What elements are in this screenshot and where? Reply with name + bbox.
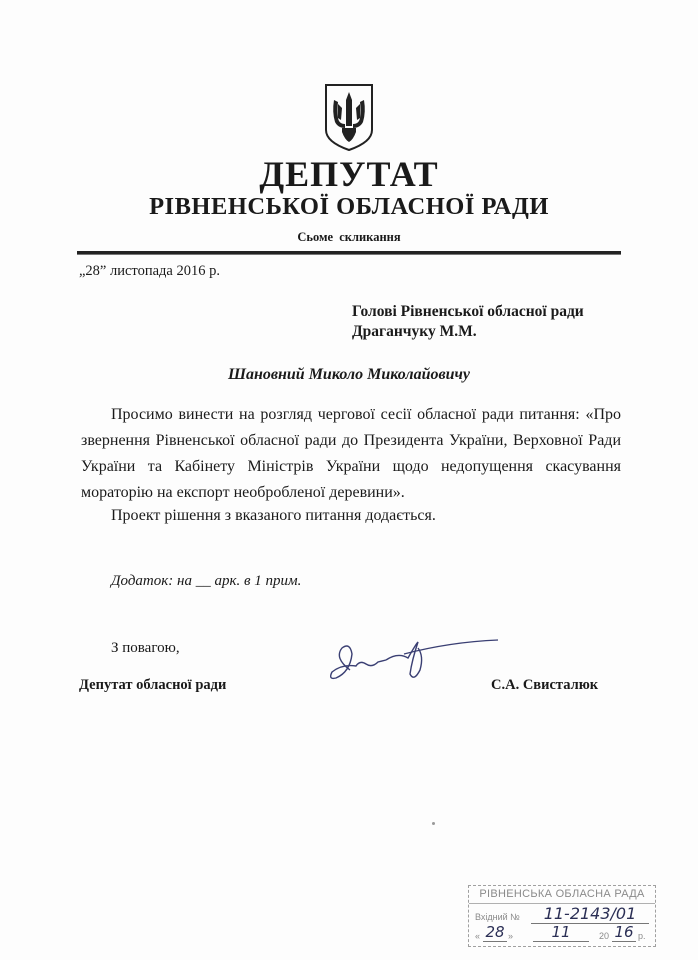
stamp-day-close-quote: » [508, 931, 514, 941]
stamp-day-open-quote: « [475, 931, 481, 941]
letter-body [81, 402, 621, 506]
registration-stamp [468, 885, 656, 947]
stamp-month: 11 [533, 924, 589, 942]
stamp-year: 16 [612, 924, 636, 942]
closing-regards: З повагою, [111, 640, 180, 656]
signer-position: Депутат обласної ради [79, 677, 227, 693]
document-date: „28” листопада 2016 р. [79, 263, 220, 279]
stamp-year-prefix: 20 [599, 931, 610, 941]
stamp-year-end: р. [638, 931, 646, 941]
addressee-line-1: Голові Рівненської обласної ради [352, 303, 584, 320]
letterhead-subtitle: РІВНЕНСЬКОЇ ОБЛАСНОЇ РАДИ [149, 193, 549, 220]
convocation-label: Сьоме скликання [297, 230, 401, 244]
stamp-day: 28 [483, 924, 507, 942]
salutation: Шановний Миколо Миколайовичу [227, 366, 471, 383]
stamp-incoming-number: 11-2143/01 [531, 905, 649, 924]
letterhead-title: ДЕПУТАТ [259, 154, 439, 194]
letterhead-divider [77, 251, 621, 255]
signer-name: С.А. Свисталюк [491, 677, 599, 693]
addressee-block [352, 302, 584, 342]
addressee-line-2: Драганчуку М.М. [352, 323, 477, 340]
stamp-title: РІВНЕНСЬКА ОБЛАСНА РАДА [469, 888, 655, 904]
body-paragraph-2: Проект рішення з вказаного питання додається. [111, 507, 436, 524]
body-paragraph-1: Просимо винести на розгляд чергової сесії обласної ради питання: «Про звернення Рівненської обласної ради до Президента України, Верховної Ради України та Кабінету Міністрів України щодо недопущення скасування мораторію на експорт необробленої деревини». [81, 406, 621, 501]
signature-icon [320, 630, 510, 690]
trident-emblem-icon [323, 82, 375, 152]
attachment-note: Додаток: на __ арк. в 1 прим. [111, 573, 302, 589]
stamp-incoming-label: Вхідний № [475, 912, 520, 922]
paper-speck [432, 822, 435, 825]
